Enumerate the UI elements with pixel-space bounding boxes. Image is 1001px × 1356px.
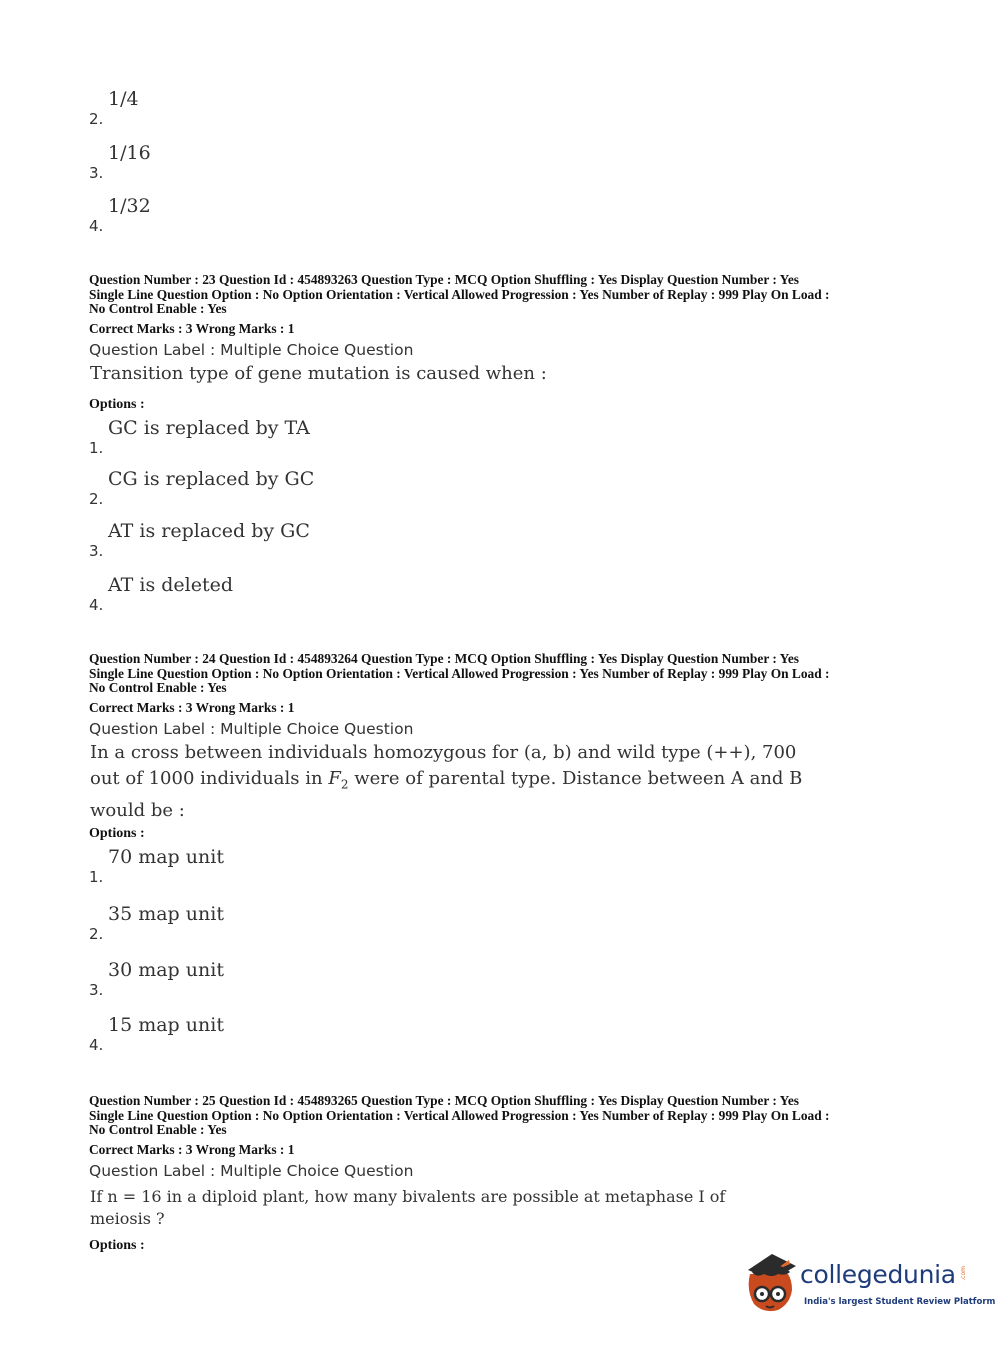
option-number: 1.: [89, 439, 104, 457]
option-text: 30 map unit: [108, 959, 224, 981]
question-25-options-label: Options :: [89, 1238, 145, 1253]
meta-line: Single Line Question Option : No Option Orientation : Vertical Allowed Progression : Yes Number of Replay : 999 Play On Load :: [89, 286, 830, 302]
question-24-option-3: [89, 959, 689, 999]
option-text: AT is deleted: [108, 574, 234, 596]
option-text: 1/16: [108, 142, 151, 164]
question-23-options-label: Options :: [89, 397, 145, 412]
logo-com: .com: [960, 1266, 967, 1281]
meta-line: No Control Enable : Yes: [89, 1122, 227, 1138]
question-25-marks: Correct Marks : 3 Wrong Marks : 1: [89, 1142, 295, 1157]
question-23-option-4: [89, 574, 689, 614]
option-number: 4.: [89, 596, 104, 614]
logo-brand: collegedunia: [800, 1260, 956, 1289]
meta-line: No Control Enable : Yes: [89, 301, 227, 317]
question-23-option-1: [89, 417, 689, 457]
option-number: 4.: [89, 217, 104, 235]
question-text-line: would be :: [90, 799, 185, 821]
option-number: 2.: [89, 490, 104, 508]
option-number: 1.: [89, 868, 104, 886]
meta-line: Question Number : 25 Question Id : 454893265 Question Type : MCQ Option Shuffling : Yes Display Question Number : Yes: [89, 1093, 800, 1108]
question-24-option-2: [89, 903, 689, 943]
meta-line: Question Number : 23 Question Id : 454893263 Question Type : MCQ Option Shuffling : Yes Display Question Number : Yes: [89, 272, 800, 287]
question-23-text: Transition type of gene mutation is caused when :: [90, 363, 547, 384]
question-24-option-1: [89, 846, 689, 886]
question-text-line: In a cross between individuals homozygous for (a, b) and wild type (++), 700: [90, 742, 797, 763]
question-text-line: If n = 16 in a diploid plant, how many bivalents are possible at metaphase I of: [90, 1187, 726, 1206]
question-25-label: Question Label : Multiple Choice Question: [89, 1162, 414, 1180]
option-text: 1/32: [108, 195, 151, 217]
meta-line: Question Number : 24 Question Id : 454893264 Question Type : MCQ Option Shuffling : Yes Display Question Number : Yes: [89, 651, 800, 666]
logo-tagline: India's largest Student Review Platform: [804, 1297, 996, 1307]
question-25-meta: [89, 1094, 919, 1138]
question-24-label: Question Label : Multiple Choice Question: [89, 720, 414, 738]
question-24-options-label: Options :: [89, 826, 145, 841]
meta-line: Single Line Question Option : No Option Orientation : Vertical Allowed Progression : Yes Number of Replay : 999 Play On Load :: [89, 665, 830, 681]
option-text: CG is replaced by GC: [108, 468, 315, 490]
question-23-meta: [89, 273, 919, 317]
option-text: GC is replaced by TA: [108, 417, 310, 439]
option-number: 3.: [89, 542, 104, 560]
option-text: AT is replaced by GC: [108, 520, 310, 542]
question-23-label: Question Label : Multiple Choice Question: [89, 341, 414, 359]
text-fragment: out of 1000 individuals in: [90, 768, 329, 789]
question-24-text: [90, 740, 802, 824]
question-23-marks: Correct Marks : 3 Wrong Marks : 1: [89, 321, 295, 336]
option-number: 2.: [89, 925, 104, 943]
question-23-option-3: [89, 520, 689, 560]
prev-option-4: [89, 195, 689, 235]
option-text: 70 map unit: [108, 846, 224, 868]
option-number: 3.: [89, 981, 104, 999]
prev-option-3: [89, 142, 689, 182]
option-text: 1/4: [108, 88, 139, 110]
question-24-meta: [89, 652, 919, 696]
question-25-text: [90, 1186, 725, 1230]
mascot-icon: [742, 1250, 800, 1316]
text-fragment: were of parental type. Distance between A and B: [348, 768, 803, 789]
question-23-option-2: [89, 468, 689, 508]
option-number: 2.: [89, 110, 104, 128]
question-text-line: [90, 766, 802, 798]
math-subscript: 2: [340, 777, 349, 792]
option-text: 35 map unit: [108, 903, 224, 925]
prev-option-2: [89, 88, 689, 128]
option-number: 4.: [89, 1036, 104, 1054]
option-text: 15 map unit: [108, 1014, 224, 1036]
collegedunia-logo: [742, 1250, 996, 1320]
meta-line: No Control Enable : Yes: [89, 680, 227, 696]
option-number: 3.: [89, 164, 104, 182]
meta-line: Single Line Question Option : No Option Orientation : Vertical Allowed Progression : Yes Number of Replay : 999 Play On Load :: [89, 1107, 830, 1123]
question-24-option-4: [89, 1014, 689, 1054]
question-text-line: meiosis ?: [90, 1209, 165, 1228]
math-variable: F: [328, 768, 341, 789]
question-24-marks: Correct Marks : 3 Wrong Marks : 1: [89, 700, 295, 715]
